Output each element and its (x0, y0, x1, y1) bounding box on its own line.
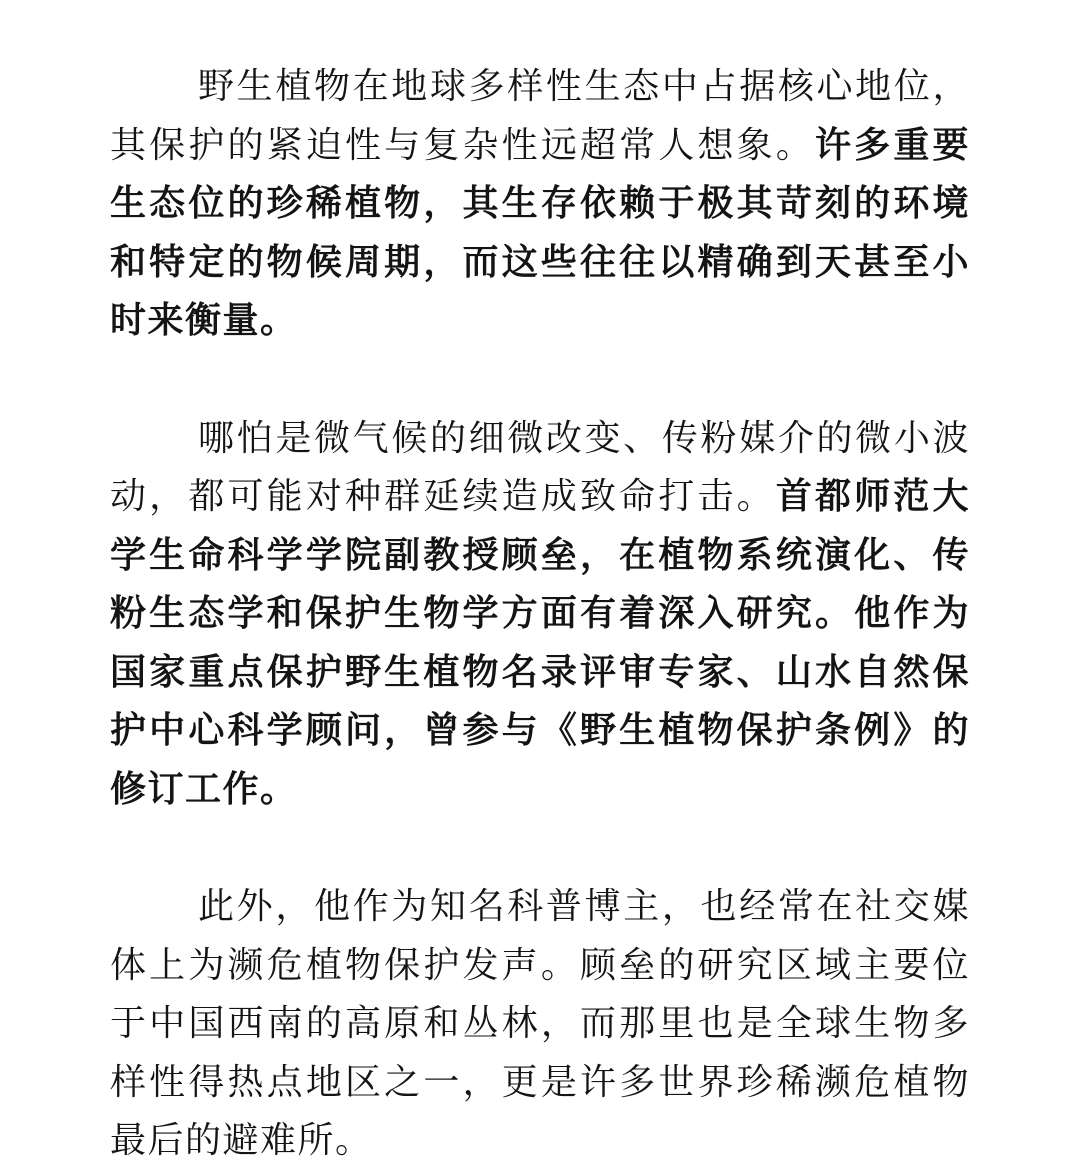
paragraph-text: 哪怕是微气候的细微改变、传粉媒介的微小波动，都可能对种群延续造成致命打击。 (110, 417, 970, 517)
article-body (110, 58, 970, 1171)
paragraph-emphasis: 许多重要生态位的珍稀植物，其生存依赖于极其苛刻的环境和特定的物候周期，而这些往往以精确到天甚至小时来衡量。 (110, 124, 970, 341)
paragraph-emphasis: 首都师范大学生命科学学院副教授顾垒，在植物系统演化、传粉生态学和保护生物学方面有着深入研究。他作为国家重点保护野生植物名录评审专家、山水自然保护中心科学顾问，曾参与《野生植物保护条例》的修订工作。 (110, 476, 970, 810)
paragraph-wild-plants (110, 58, 970, 351)
paragraph-science-blogger (110, 878, 970, 1171)
paragraph-researcher (110, 410, 970, 820)
paragraph-text: 野生植物在地球多样性生态中占据核心地位，其保护的紧迫性与复杂性远超常人想象。 (110, 66, 970, 166)
paragraph-text: 此外，他作为知名科普博主，也经常在社交媒体上为濒危植物保护发声。顾垒的研究区域主要位于中国西南的高原和丛林，而那里也是全球生物多样性得热点地区之一，更是许多世界珍稀濒危植物最后的避难所。 (110, 886, 970, 1161)
